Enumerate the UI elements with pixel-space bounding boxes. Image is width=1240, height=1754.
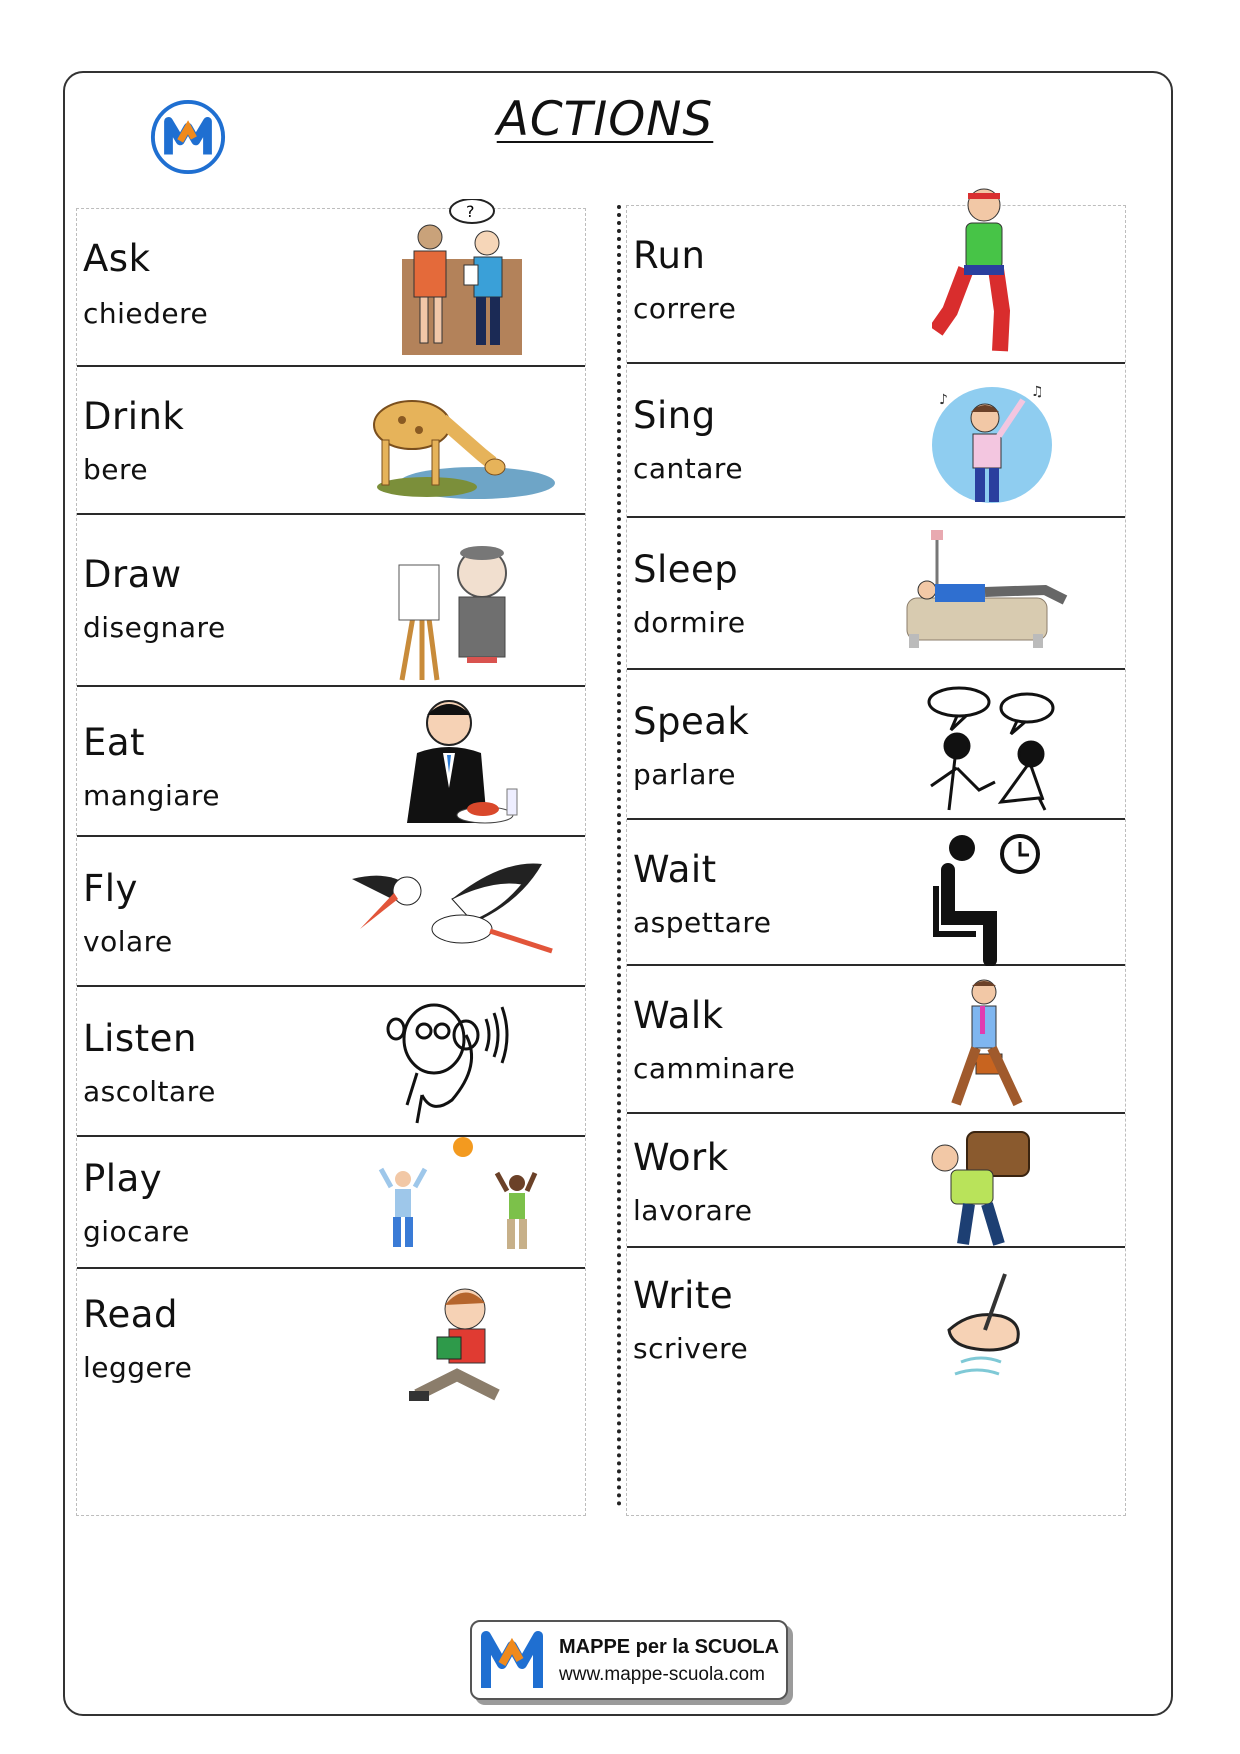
brand-url: www.mappe-scuola.com	[559, 1664, 765, 1685]
vocab-word: Sleep	[633, 548, 739, 591]
vocab-column-right	[626, 205, 1126, 1516]
vocab-card-run	[627, 206, 1125, 364]
vocab-word: Run	[633, 234, 706, 277]
vocab-word: Sing	[633, 394, 716, 437]
two-people-speaking-icon	[927, 686, 1057, 814]
tourist-asking-icon	[392, 199, 532, 359]
man-eating-icon	[397, 693, 527, 833]
vocab-word: Listen	[83, 1017, 197, 1060]
vocab-card-fly	[77, 837, 585, 987]
page-title: ACTIONS	[496, 92, 714, 147]
vocab-translation: giocare	[83, 1215, 190, 1248]
vocab-card-write	[627, 1248, 1125, 1394]
svg-text:♫: ♫	[1031, 384, 1044, 400]
kids-playing-ball-icon	[377, 1137, 547, 1267]
vocab-word: Speak	[633, 700, 750, 743]
vocab-translation: mangiare	[83, 779, 221, 812]
vocab-word: Write	[633, 1274, 734, 1317]
listening-face-icon	[382, 995, 522, 1125]
vocab-translation: volare	[83, 925, 173, 958]
vocab-word: Fly	[83, 867, 138, 910]
vocab-column-left	[76, 202, 586, 1516]
vocab-translation: dormire	[633, 606, 746, 639]
vocab-card-play	[77, 1137, 585, 1269]
vocab-translation: parlare	[633, 758, 737, 791]
vocab-translation: ascoltare	[83, 1075, 216, 1108]
vocab-translation: chiedere	[83, 297, 209, 330]
vocab-card-draw	[77, 515, 585, 687]
person-waiting-clock-icon	[932, 830, 1042, 966]
vocab-word: Eat	[83, 721, 146, 764]
vocab-card-read	[77, 1269, 585, 1415]
brand-name: MAPPE per la SCUOLA	[559, 1636, 780, 1658]
stork-flying-icon	[352, 859, 562, 969]
vocab-card-work	[627, 1114, 1125, 1248]
giraffe-drinking-icon	[357, 375, 557, 507]
svg-text:♪: ♪	[939, 392, 948, 408]
vocab-card-drink	[77, 367, 585, 515]
vocab-word: Ask	[83, 237, 151, 280]
vocab-card-listen	[77, 987, 585, 1137]
vocab-card-wait	[627, 820, 1125, 966]
brand-footer	[470, 1620, 788, 1700]
vocab-translation: aspettare	[633, 906, 772, 939]
vocab-word: Drink	[83, 395, 185, 438]
vocab-translation: leggere	[83, 1351, 193, 1384]
vocab-translation: correre	[633, 292, 737, 325]
vocab-word: Work	[633, 1136, 729, 1179]
column-divider	[617, 205, 621, 1507]
runner-icon	[932, 181, 1032, 361]
vocab-word: Read	[83, 1293, 178, 1336]
hand-writing-icon	[941, 1270, 1031, 1380]
man-sleeping-sofa-icon	[905, 528, 1075, 658]
vocab-word: Wait	[633, 848, 717, 891]
vocab-card-ask	[77, 202, 585, 367]
vocab-translation: cantare	[633, 452, 744, 485]
vocab-translation: camminare	[633, 1052, 796, 1085]
vocab-card-eat	[77, 687, 585, 837]
vocab-translation: disegnare	[83, 611, 226, 644]
vocab-card-sing	[627, 364, 1125, 518]
man-walking-briefcase-icon	[932, 976, 1032, 1112]
painter-easel-icon	[387, 535, 537, 685]
vocab-card-walk	[627, 966, 1125, 1114]
man-carrying-box-icon	[927, 1130, 1037, 1248]
brand-mark-icon	[480, 1630, 544, 1692]
vocab-word: Play	[83, 1157, 163, 1200]
vocab-translation: lavorare	[633, 1194, 753, 1227]
vocab-translation: bere	[83, 453, 149, 486]
vocab-card-speak	[627, 670, 1125, 820]
vocab-word: Walk	[633, 994, 724, 1037]
vocab-card-sleep	[627, 518, 1125, 670]
vocab-word: Draw	[83, 553, 182, 596]
vocab-translation: scrivere	[633, 1332, 749, 1365]
boy-reading-icon	[407, 1283, 517, 1409]
man-singing-icon	[927, 380, 1057, 510]
svg-text:?: ?	[466, 202, 475, 221]
brand-logo-icon	[149, 98, 227, 176]
